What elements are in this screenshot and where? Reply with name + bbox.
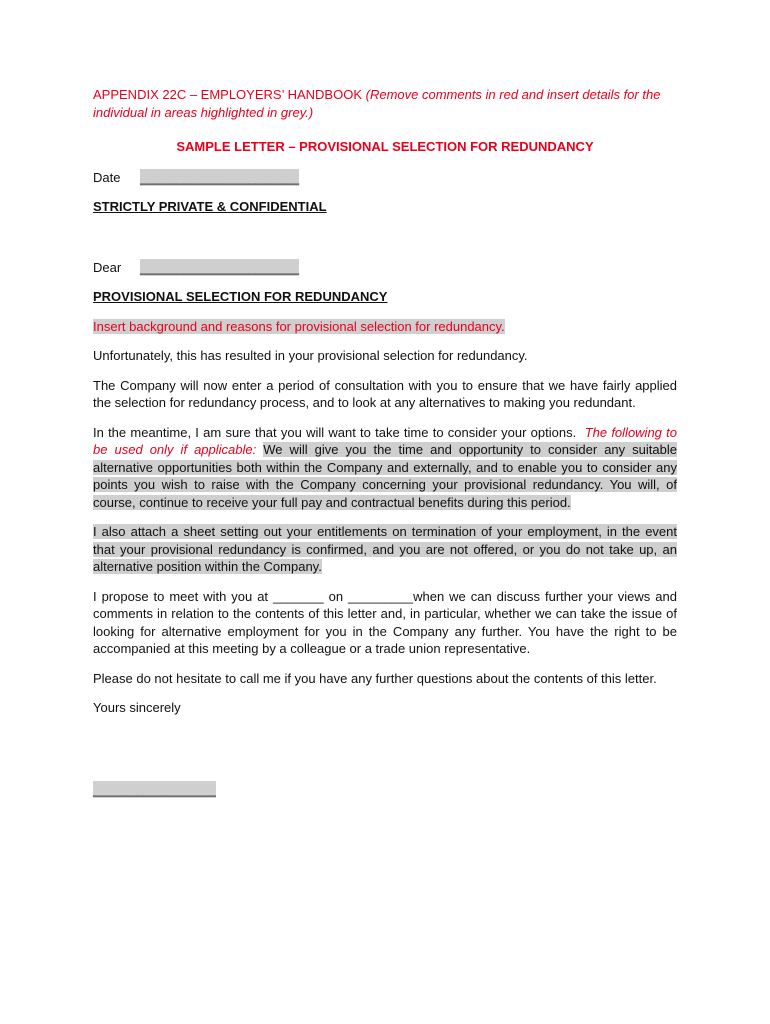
date-label: Date [93,169,121,185]
paragraph-5-part1: I propose to meet with you at [93,588,269,604]
paragraph-3 [93,424,677,512]
signature-line [93,781,677,799]
paragraph-6: Please do not hesitate to call me if you have any further questions about the contents of this letter. [93,670,657,686]
instruction-text: Insert background and reasons for provisional selection for redundancy. [93,318,505,334]
instruction-line [93,318,677,336]
subject-heading: PROVISIONAL SELECTION FOR REDUNDANCY [93,289,388,304]
paragraph-2: The Company will now enter a period of consultation with you to ensure that we have fairly applied the selection for redundancy process, and to look at any alternatives to making you redundant. [93,377,677,410]
letter-title: SAMPLE LETTER – PROVISIONAL SELECTION FOR REDUNDANCY [176,139,594,154]
paragraph-3-note: The following to be used only if applicable: [93,424,677,457]
paragraph-5-part3: when we can discuss further your views and comments in relation to the contents of this letter and, in particular, whether we can take the issue of looking for alternative employment for you in the Company any further. You have the right to be accompanied at this meeting by a colleague or a trade union representative. [93,588,677,656]
letter-content [93,86,677,798]
recipient-field[interactable]: ______________________ [140,259,300,275]
confidential-heading: STRICTLY PRIVATE & CONFIDENTIAL [93,199,327,214]
paragraph-1: Unfortunately, this has resulted in your provisional selection for redundancy. [93,348,528,363]
dear-row [93,259,677,277]
date-row [93,169,677,187]
paragraph-5-part2: on [328,588,344,604]
appendix-note: (Remove comments in red and insert details for the individual in areas highlighted in grey.) [93,87,661,120]
meeting-date-field[interactable]: _________ [348,588,414,604]
signature-field[interactable]: _________________ [93,781,216,797]
paragraph-3-highlight: We will give you the time and opportunity to consider any suitable alternative opportunities both within the Company and externally, and to enable you to consider any points you wish to raise with the Company concerning your provisional redundancy. You will, of course, continue to receive your full pay and contractual benefits during this period. [93,442,677,510]
dear-label: Dear [93,259,122,275]
paragraph-5 [93,588,677,658]
appendix-line [93,86,677,121]
closing: Yours sincerely [93,700,181,715]
meeting-time-field[interactable]: _______ [273,588,324,604]
appendix-label: APPENDIX 22C – EMPLOYERS’ HANDBOOK [93,87,362,102]
paragraph-4-text: I also attach a sheet setting out your entitlements on termination of your employment, in the event that your provisional redundancy is confirmed, and you are not offered, or you do not take up, an alternative position within the Company. [93,524,677,574]
paragraph-4 [93,523,677,576]
date-field[interactable]: ______________________ [140,169,300,185]
paragraph-3-intro: In the meantime, I am sure that you will want to take time to consider your options. [93,424,577,440]
